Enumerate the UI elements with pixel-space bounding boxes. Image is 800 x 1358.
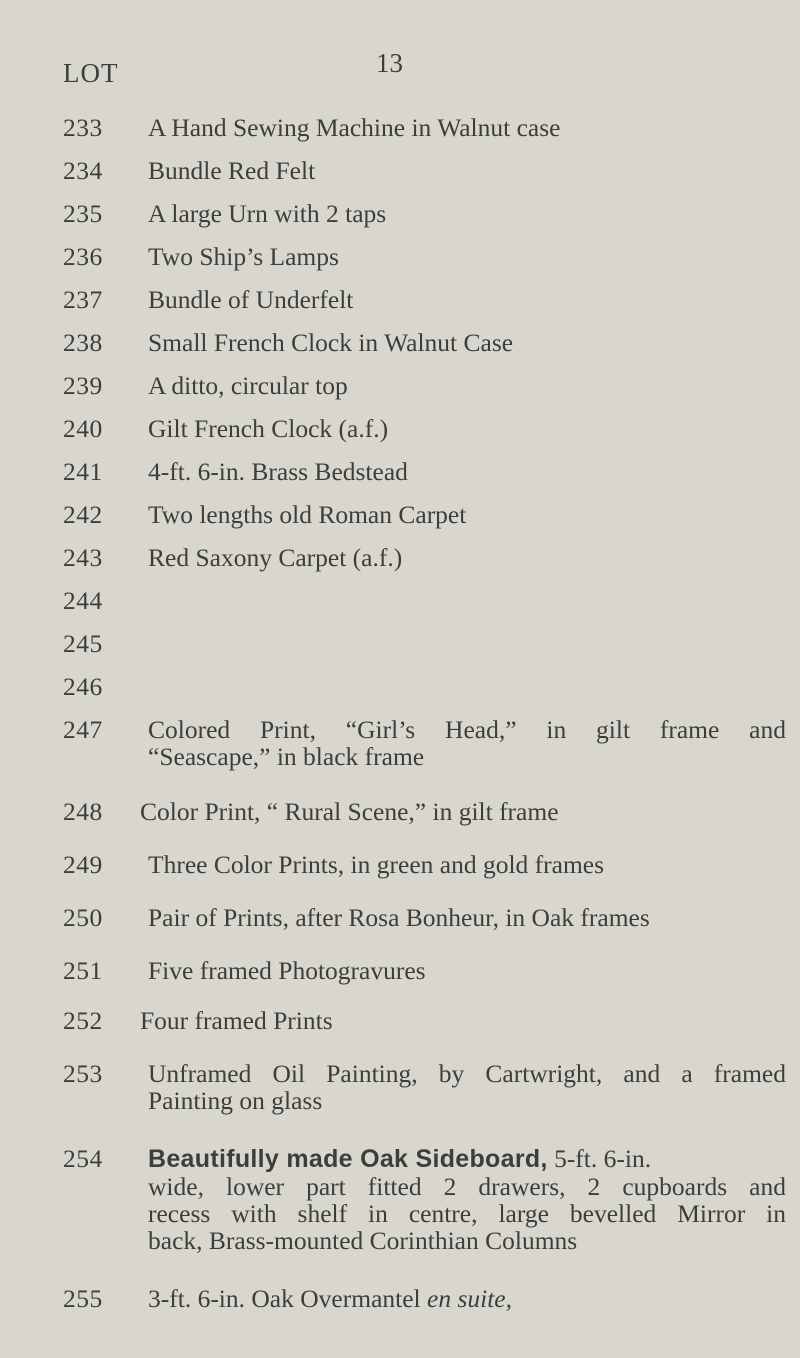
lot-description-continued: recess with shelf in centre, large bevelled Mirror in [148,1199,786,1228]
lot-description: Two Ship’s Lamps [148,242,339,271]
lot-description: A Hand Sewing Machine in Walnut case [148,113,561,142]
lot-description: Gilt French Clock (a.f.) [148,414,389,443]
lot-description-continued: Painting on glass [148,1086,323,1115]
lot-number: 239 [63,371,103,400]
lot-description: 4-ft. 6-in. Brass Bedstead [148,457,408,486]
page-number: 13 [376,48,403,78]
lot-description [148,1284,786,1314]
lot-number: 255 [63,1284,103,1313]
lot-number: 247 [63,715,103,744]
lot-description: A ditto, circular top [148,371,348,400]
lot-description [148,1144,786,1174]
lot-number: 237 [63,285,103,314]
lot-description-main: 3-ft. 6-in. Oak Overmantel [148,1284,427,1313]
lot-description-italic: en suite, [427,1284,512,1313]
lot-number: 236 [63,242,103,271]
lot-description: Five framed Photogravures [148,956,426,985]
lot-description: Color Print, “ Rural Scene,” in gilt frame [140,797,559,826]
lot-description: Pair of Prints, after Rosa Bonheur, in Oak frames [148,903,650,932]
lot-description: Three Color Prints, in green and gold frames [148,850,605,879]
lot-description: Unframed Oil Painting, by Cartwright, and a framed [148,1059,786,1088]
lot-number: 251 [63,956,103,985]
lot-number: 235 [63,199,103,228]
lot-description-continued: “Seascape,” in black frame [148,742,425,771]
lot-number: 238 [63,328,103,357]
lot-number: 233 [63,113,103,142]
lot-number: 234 [63,156,103,185]
lot-description-continued: back, Brass-mounted Corinthian Columns [148,1226,578,1255]
lot-number: 248 [63,797,103,826]
lot-column-heading: LOT [63,58,119,88]
lot-number: 241 [63,457,103,486]
lot-size: 5-ft. 6-in. [547,1144,652,1173]
lot-number: 245 [63,629,103,658]
lot-number: 244 [63,586,103,615]
lot-description: Bundle Red Felt [148,156,316,185]
lot-description: Four framed Prints [140,1006,333,1035]
lot-number: 242 [63,500,103,529]
lot-number: 250 [63,903,103,932]
lot-description-continued: wide, lower part fitted 2 drawers, 2 cupboards and [148,1172,786,1201]
lot-description: Red Saxony Carpet (a.f.) [148,543,403,572]
lot-number: 249 [63,850,103,879]
lot-number: 246 [63,672,103,701]
lot-number: 240 [63,414,103,443]
lot-headline: Beautifully made Oak Sideboard, [148,1145,548,1173]
lot-description: Two lengths old Roman Carpet [148,500,467,529]
lot-description: Bundle of Underfelt [148,285,354,314]
lot-number: 254 [63,1144,103,1173]
lot-description: A large Urn with 2 taps [148,199,387,228]
lot-number: 253 [63,1059,103,1088]
lot-number: 252 [63,1006,103,1035]
lot-description: Small French Clock in Walnut Case [148,328,514,357]
lot-description: Colored Print, “Girl’s Head,” in gilt frame and [148,715,786,744]
lot-number: 243 [63,543,103,572]
